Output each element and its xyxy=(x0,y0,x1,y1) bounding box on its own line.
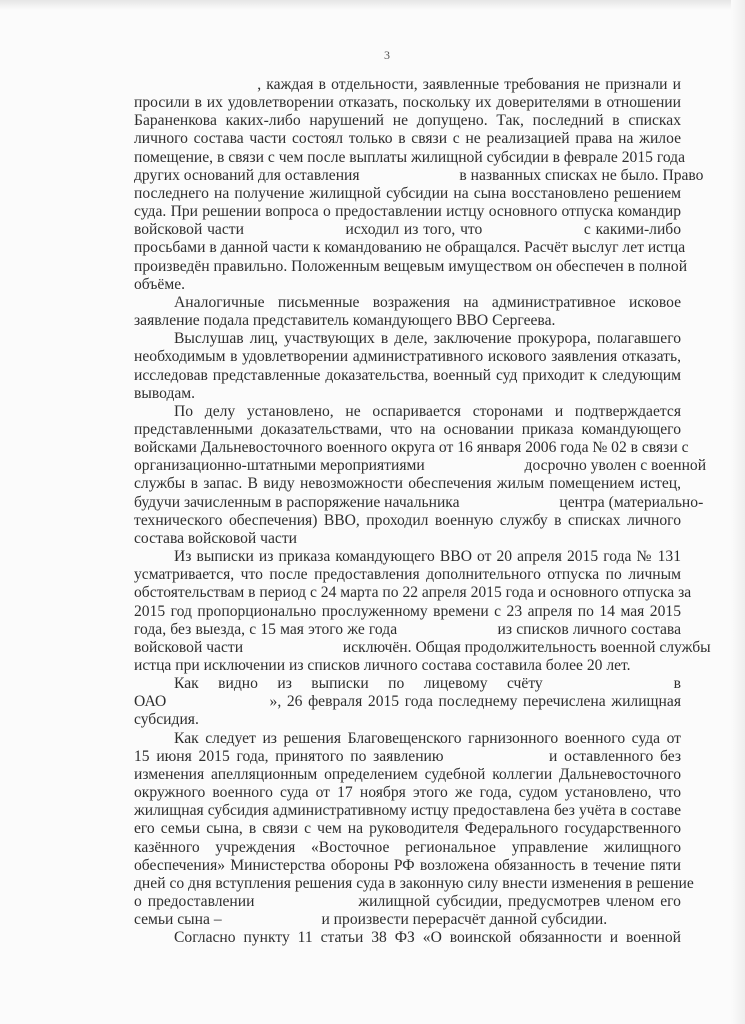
redacted-gap xyxy=(401,633,493,634)
text-line xyxy=(134,584,692,602)
text-segment: просьбами в данной части к командованию не обращался. Расчёт выслуг лет истца xyxy=(134,239,686,257)
text-line xyxy=(134,839,681,857)
text-line xyxy=(134,548,681,566)
text-segment: необходимым в удовлетворении административного искового заявления отказать, xyxy=(134,348,681,366)
text-segment: Согласно пункту 11 статьи 38 ФЗ «О воинской обязанности и военной xyxy=(174,929,681,947)
text-line xyxy=(134,784,681,802)
text-line xyxy=(134,439,689,457)
text-line xyxy=(134,675,681,693)
text-line xyxy=(134,421,681,439)
text-line xyxy=(134,367,681,385)
text-line xyxy=(134,857,681,875)
text-segment: обеспечения» Министерства обороны РФ возложена обязанность в течение пяти xyxy=(134,856,681,874)
text-line xyxy=(134,257,688,276)
redacted-gap xyxy=(247,651,339,652)
redacted-gap xyxy=(487,233,579,234)
text-segment: жилищная субсидия административному истцу предоставлена без учёта в составе xyxy=(134,802,681,820)
text-segment: Аналогичные письменные возражения на административное исковое xyxy=(174,293,681,311)
text-segment: обстоятельствам в период с 24 марта по 22 апреля 2015 года и основного отпуска за xyxy=(134,584,692,602)
text-segment: помещение, в связи с чем после выплаты жилищной субсидии в феврале 2015 года xyxy=(134,148,686,166)
text-segment: 2015 год пропорционально прослуженному времени с 23 апреля по 14 мая 2015 xyxy=(134,602,681,620)
text-segment: с какими-либо xyxy=(583,221,682,239)
text-segment: войсковой части xyxy=(134,638,244,656)
scan-right-edge xyxy=(731,0,745,1024)
paragraph xyxy=(134,294,681,330)
text-line xyxy=(134,148,686,167)
text-line xyxy=(134,312,681,330)
text-segment: казённого учреждения «Восточное региональное управление жилищного xyxy=(134,838,681,856)
text-segment: организационно-штатными мероприятиями xyxy=(134,457,425,475)
text-segment: технического обеспечения) ВВО, проходил военную службу в списках личного xyxy=(134,511,681,529)
text-line xyxy=(134,711,681,729)
redacted-gap xyxy=(363,179,455,180)
redacted-gap xyxy=(226,923,318,924)
paragraph xyxy=(134,929,681,947)
text-segment: По делу установлено, не оспаривается сторонами и подтверждается xyxy=(174,402,681,420)
text-segment: других оснований для оставления xyxy=(134,166,360,184)
text-line xyxy=(134,94,681,112)
paragraph xyxy=(134,76,704,294)
text-segment: из списков личного состава xyxy=(497,620,681,638)
text-segment: Бараненкова каких-либо нарушений не допущено. Так, последний в списках xyxy=(134,112,681,130)
text-line xyxy=(134,185,681,203)
text-line xyxy=(134,638,711,657)
paragraph xyxy=(134,548,711,675)
text-segment: досрочно уволен с военной xyxy=(524,457,707,475)
text-segment: усматривается, что после предоставления дополнительного отпуска по личным xyxy=(134,566,681,584)
text-segment: 15 июня 2015 года, принятого по заявлению xyxy=(134,747,444,765)
text-segment: ОАО xyxy=(134,693,167,711)
redacted-gap xyxy=(429,469,521,470)
text-segment: в названных списках не было. Право xyxy=(459,166,704,184)
redacted-gap xyxy=(249,233,341,234)
text-line xyxy=(134,475,681,493)
text-line xyxy=(134,203,681,221)
text-segment: произведён правильно. Положенным вещевым имуществом он обеспечен в полной xyxy=(134,257,688,275)
text-segment: дней со дня вступления решения суда в законную силу внести изменения в решение xyxy=(134,874,694,892)
text-segment: окружного военного суда от 17 ноября этого же года, судом установлено, что xyxy=(134,784,681,802)
text-segment: состава войсковой части xyxy=(134,529,297,547)
text-segment: последнего на получение жилищной субсидии на сына восстановлено решением xyxy=(134,184,681,202)
text-line xyxy=(134,348,681,366)
redacted-gap xyxy=(450,760,542,761)
text-line xyxy=(134,457,707,475)
text-line xyxy=(134,874,694,893)
text-segment: войсковой части xyxy=(134,221,244,239)
text-segment: в xyxy=(673,675,682,693)
redacted-gap xyxy=(260,905,352,906)
text-segment: семьи сына – xyxy=(134,911,222,929)
text-segment: субсидия. xyxy=(134,711,199,729)
text-line xyxy=(134,766,681,784)
text-line xyxy=(134,929,681,947)
paragraph xyxy=(134,330,681,403)
text-segment: его семьи сына, в связи с чем на руководителя Федерального государственного xyxy=(134,820,681,838)
text-segment: года, без выезда, с 15 мая этого же года xyxy=(134,620,398,638)
text-segment: , каждая в отдельности, заявленные требования не признали и xyxy=(257,76,681,93)
text-segment: », 26 февраля 2015 года последнему перечислена жилищная xyxy=(269,693,681,711)
text-line xyxy=(134,748,681,766)
text-line xyxy=(134,403,681,421)
text-segment: Выслушав лиц, участвующих в деле, заключение прокурора, полагавшего xyxy=(174,330,681,348)
text-segment: суда. При решении вопроса о предоставлении истцу основного отпуска командир xyxy=(134,203,681,221)
text-segment: исследовав представленные доказательства, военный суд приходит к следующим xyxy=(134,366,681,384)
text-segment: службы в запас. В виду невозможности обеспечения жилым помещением истец, xyxy=(134,475,681,493)
text-line xyxy=(134,693,681,711)
text-segment: исходил из того, что xyxy=(345,221,483,239)
text-line xyxy=(134,493,704,512)
text-line xyxy=(134,530,681,548)
text-line xyxy=(134,76,681,94)
text-line xyxy=(134,911,681,929)
text-line xyxy=(134,385,681,403)
text-segment: объёме. xyxy=(134,275,186,293)
scan-top-shadow xyxy=(0,0,745,10)
text-segment: войсками Дальневосточного военного округа от 16 января 2006 года № 02 в связи с xyxy=(134,439,689,457)
text-line xyxy=(134,330,681,348)
text-segment: истца при исключении из списков личного состава составила более 20 лет. xyxy=(134,657,631,674)
text-segment: просили в их удовлетворении отказать, поскольку их доверителями в отношении xyxy=(134,94,681,112)
text-line xyxy=(134,657,681,675)
text-line xyxy=(134,221,681,239)
text-segment: будучи зачисленным в распоряжение начальника xyxy=(134,493,460,511)
redacted-gap xyxy=(172,705,264,706)
text-line xyxy=(134,112,681,130)
paragraph xyxy=(134,402,707,548)
text-segment: Из выписки из приказа командующего ВВО от 20 апреля 2015 года № 131 xyxy=(174,548,681,566)
redacted-gap xyxy=(134,88,252,89)
text-segment: Как видно из выписки по лицевому счёту xyxy=(174,675,543,693)
text-segment: изменения апелляционным определением судебной коллегии Дальневосточного xyxy=(134,765,681,783)
text-segment: и оставленного без xyxy=(549,747,682,765)
text-segment: личного состава части состоял только в связи с не реализацией права на жилое xyxy=(134,130,681,148)
text-segment: представленными доказательствами, что на основании приказа командующего xyxy=(134,420,681,438)
text-line xyxy=(134,820,681,838)
text-line xyxy=(134,130,681,148)
text-line xyxy=(134,802,681,820)
text-segment: заявление подала представитель командующего ВВО Сергеева. xyxy=(134,312,556,330)
text-segment: Как следует из решения Благовещенского гарнизонного военного суда от xyxy=(174,729,681,747)
paragraph xyxy=(134,675,681,729)
text-line xyxy=(134,603,681,621)
text-line xyxy=(134,893,681,911)
text-segment: выводам. xyxy=(134,384,196,402)
text-line xyxy=(134,621,681,639)
paragraph xyxy=(134,729,694,930)
text-segment: и произвести перерасчёт данной субсидии. xyxy=(321,911,608,929)
text-segment: жилищной субсидии, предусмотрев членом его xyxy=(358,893,681,911)
text-line xyxy=(134,276,681,294)
text-line xyxy=(134,294,681,312)
text-segment: о предоставлении xyxy=(134,893,255,911)
text-segment: центра (материально- xyxy=(559,493,704,511)
redacted-gap xyxy=(562,687,654,688)
text-line xyxy=(134,166,704,185)
document-body xyxy=(134,76,711,948)
text-line xyxy=(134,730,681,748)
text-line xyxy=(134,566,681,584)
page-number: 3 xyxy=(384,48,390,62)
text-line xyxy=(134,239,686,257)
redacted-gap xyxy=(463,506,555,507)
text-line xyxy=(134,512,681,530)
text-segment: исключён. Общая продолжительность военной службы xyxy=(342,638,711,656)
